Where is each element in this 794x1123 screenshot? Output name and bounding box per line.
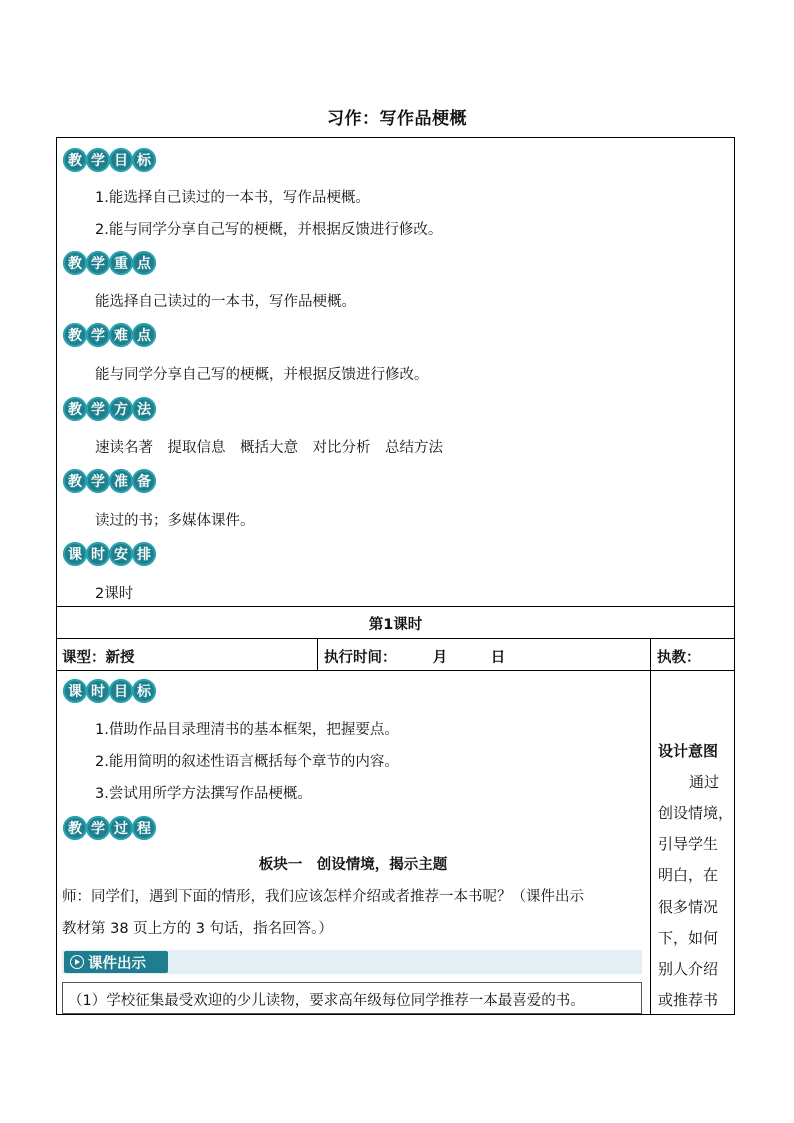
section-header-methods — [63, 396, 155, 421]
col-divider — [317, 638, 318, 670]
difficulties-text: 能与同学分享自己写的梗概，并根据反馈进行修改。 — [95, 367, 429, 383]
header-char: 课 — [63, 542, 87, 566]
schedule-text: 2课时 — [95, 586, 134, 602]
courseware-tag — [64, 951, 168, 973]
objective-line: 2.能与同学分享自己写的梗概，并根据反馈进行修改。 — [95, 222, 443, 238]
execution-time: 执行时间： 月 日 — [324, 650, 506, 666]
document-title: 习作：写作品梗概 — [327, 109, 467, 129]
objective-line: 1.能选择自己读过的一本书，写作品梗概。 — [95, 190, 370, 206]
goal-line: 3.尝试用所学方法撰写作品梗概。 — [95, 786, 312, 802]
header-char: 教 — [63, 469, 87, 493]
header-char: 目 — [109, 679, 133, 703]
block-title: 板块一 创设情境，揭示主题 — [258, 857, 448, 873]
header-char: 排 — [132, 542, 156, 566]
teacher-prompt-cont: 教材第 38 页上方的 3 句话，指名回答。） — [62, 921, 333, 937]
header-char: 标 — [132, 148, 156, 172]
header-char: 方 — [109, 397, 133, 421]
header-char: 准 — [109, 469, 133, 493]
header-char: 备 — [132, 469, 156, 493]
design-intent-line: 或推荐书 — [658, 991, 719, 1009]
design-intent-line: 别人介绍 — [658, 960, 719, 978]
header-char: 点 — [132, 251, 156, 275]
design-intent-line: 创设情境， — [658, 804, 734, 822]
teacher-prompt: 师：同学们，遇到下面的情形，我们应该怎样介绍或者推荐一本书呢？（课件出示 — [62, 889, 584, 905]
methods-text: 速读名著 提取信息 概括大意 对比分析 总结方法 — [95, 440, 443, 456]
header-char: 教 — [63, 323, 87, 347]
header-char: 过 — [109, 816, 133, 840]
goal-line: 1.借助作品目录理清书的基本框架，把握要点。 — [95, 722, 399, 738]
header-char: 学 — [86, 816, 110, 840]
header-char: 法 — [132, 397, 156, 421]
section-header-schedule — [63, 541, 155, 566]
courseware-quote: （1）学校征集最受欢迎的少儿读物，要求高年级每位同学推荐一本最喜爱的书。 — [68, 993, 585, 1009]
design-intent-line: 明白，在 — [658, 866, 719, 884]
design-intent-line: 通过 — [689, 773, 720, 791]
header-char: 课 — [63, 679, 87, 703]
header-char: 标 — [132, 679, 156, 703]
header-char: 学 — [86, 251, 110, 275]
key-points-text: 能选择自己读过的一本书，写作品梗概。 — [95, 294, 356, 310]
header-char: 程 — [132, 816, 156, 840]
header-char: 点 — [132, 323, 156, 347]
design-intent-line: 下，如何 — [658, 929, 719, 947]
col-divider — [650, 638, 651, 1015]
lesson-type: 课型：新授 — [62, 650, 135, 666]
section-header-process — [63, 815, 155, 840]
header-char: 时 — [86, 679, 110, 703]
section-header-preparation — [63, 468, 155, 493]
row-divider — [56, 638, 735, 639]
header-char: 目 — [109, 148, 133, 172]
goal-line: 2.能用简明的叙述性语言概括每个章节的内容。 — [95, 754, 399, 770]
header-char: 教 — [63, 816, 87, 840]
section-header-difficulties — [63, 322, 155, 347]
section-header-lesson-goals — [63, 678, 155, 703]
row-divider — [56, 670, 735, 671]
courseware-label: 课件出示 — [88, 955, 146, 972]
header-char: 重 — [109, 251, 133, 275]
design-intent-title: 设计意图 — [658, 742, 719, 760]
header-char: 学 — [86, 469, 110, 493]
header-char: 教 — [63, 251, 87, 275]
header-char: 安 — [109, 542, 133, 566]
design-intent-line: 引导学生 — [658, 835, 719, 853]
header-char: 学 — [86, 148, 110, 172]
header-char: 教 — [63, 397, 87, 421]
header-char: 难 — [109, 323, 133, 347]
design-intent-line: 很多情况 — [658, 898, 719, 916]
preparation-text: 读过的书；多媒体课件。 — [95, 513, 255, 529]
lesson-heading: 第1课时 — [368, 617, 423, 633]
header-char: 学 — [86, 397, 110, 421]
header-char: 时 — [86, 542, 110, 566]
section-header-key-points — [63, 250, 155, 275]
header-char: 学 — [86, 323, 110, 347]
play-icon — [70, 955, 84, 969]
row-divider — [56, 606, 735, 607]
section-header-objectives — [63, 147, 155, 172]
teacher-label: 执教： — [657, 650, 701, 666]
header-char: 教 — [63, 148, 87, 172]
lesson-plan-table — [56, 137, 735, 1015]
